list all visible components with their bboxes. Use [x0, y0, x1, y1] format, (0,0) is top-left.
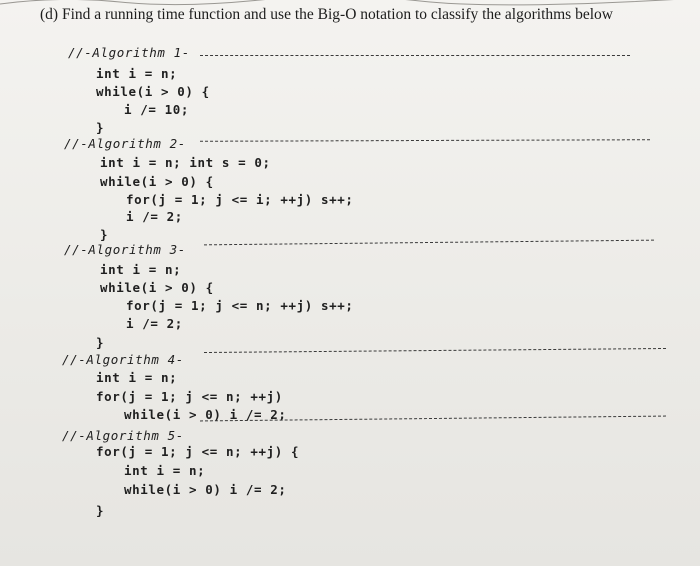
- algorithm-2-comment: //-Algorithm 2-: [64, 136, 186, 151]
- algorithm-3-line-2: while(i > 0) {: [100, 280, 214, 295]
- question-heading: (d) Find a running time function and use the Big-O notation to classify the algorithms below: [40, 6, 613, 23]
- algorithm-4-comment: //-Algorithm 4-: [62, 352, 184, 367]
- algorithm-3-line-3: for(j = 1; j <= n; ++j) s++;: [126, 298, 354, 313]
- algorithm-5-line-4: }: [96, 503, 105, 518]
- algorithm-1-comment: //-Algorithm 1-: [68, 45, 190, 60]
- algorithm-3-line-4: i /= 2;: [126, 316, 183, 331]
- algorithm-5-line-1: for(j = 1; j <= n; ++j) {: [96, 444, 300, 459]
- algorithm-4-line-3: while(i > 0) i /= 2;: [124, 407, 287, 422]
- algorithm-3-line-1: int i = n;: [100, 262, 182, 277]
- algorithm-2-line-4: i /= 2;: [126, 209, 183, 224]
- algorithm-1-line-4: }: [96, 120, 105, 135]
- algorithm-3-line-5: }: [96, 335, 105, 350]
- algorithm-2-line-2: while(i > 0) {: [100, 174, 214, 189]
- algorithm-5-line-2: int i = n;: [124, 463, 206, 478]
- algorithm-2-divider: [200, 139, 650, 142]
- algorithm-5-line-3: while(i > 0) i /= 2;: [124, 482, 287, 497]
- algorithm-2-line-3: for(j = 1; j <= i; ++j) s++;: [126, 192, 354, 207]
- algorithm-5-comment: //-Algorithm 5-: [62, 428, 184, 443]
- algorithm-3-divider: [204, 240, 654, 246]
- algorithm-1-line-3: i /= 10;: [124, 102, 190, 117]
- algorithm-2-line-1: int i = n; int s = 0;: [100, 155, 271, 170]
- algorithm-1-line-2: while(i > 0) {: [96, 84, 210, 99]
- algorithm-1-divider: [200, 55, 630, 56]
- algorithm-4-line-1: int i = n;: [96, 370, 178, 385]
- algorithm-1-line-1: int i = n;: [96, 66, 178, 81]
- algorithm-4-line-2: for(j = 1; j <= n; ++j): [96, 389, 283, 404]
- algorithm-2-line-5: }: [100, 227, 109, 242]
- algorithm-4-divider: [204, 348, 666, 353]
- algorithm-3-comment: //-Algorithm 3-: [64, 242, 186, 257]
